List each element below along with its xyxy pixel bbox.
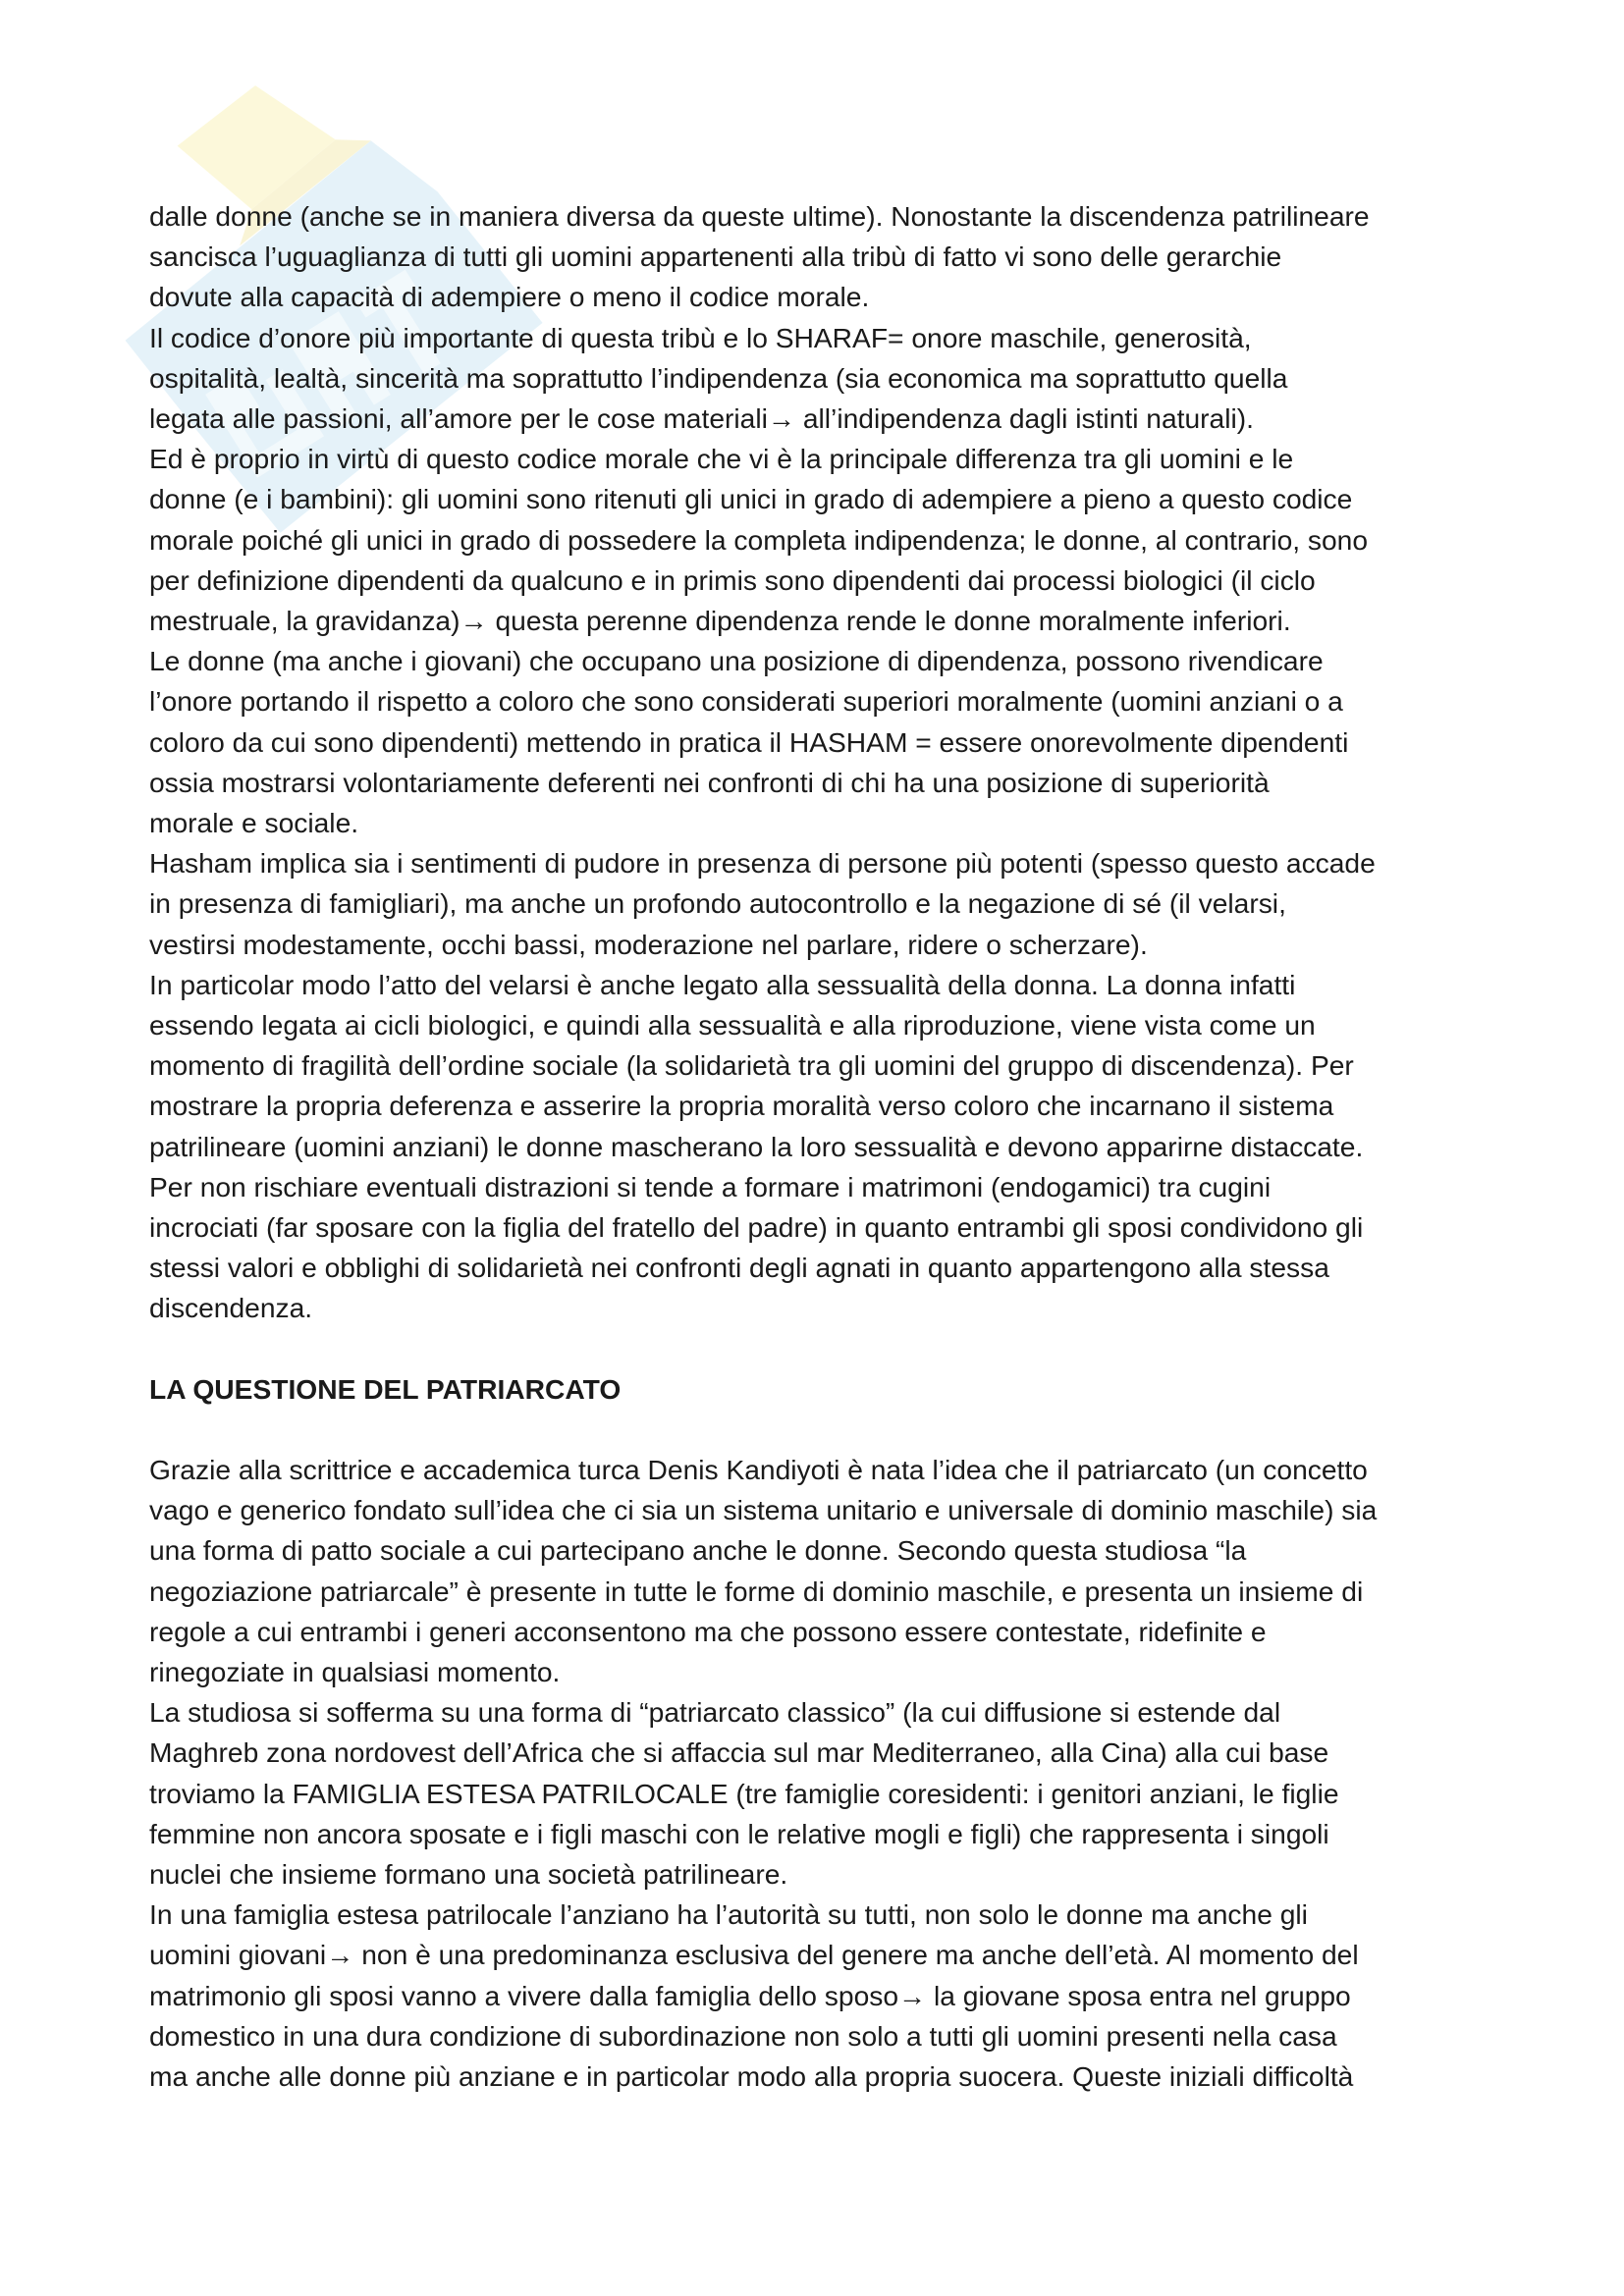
text-line: rinegoziate in qualsiasi momento.	[149, 1655, 561, 1687]
text-line: legata alle passioni, all’amore per le cose materiali→ all’indipendenza dagli istinti naturali).	[149, 402, 1254, 435]
text-line: regole a cui entrambi i generi acconsentono ma che possono essere contestate, ridefinite e	[149, 1615, 1267, 1647]
paragraph-block-1	[149, 196, 1494, 1329]
text-line: patrilineare (uomini anziani) le donne mascherano la loro sessualità e devono apparirne distaccate.	[149, 1130, 1364, 1162]
text-line: donne (e i bambini): gli uomini sono ritenuti gli unici in grado di adempiere a pieno a questo codice	[149, 483, 1353, 515]
text-line: domestico in una dura condizione di subordinazione non solo a tutti gli uomini presenti nella casa	[149, 2019, 1337, 2052]
text-line: troviamo la FAMIGLIA ESTESA PATRILOCALE (tre famiglie coresidenti: i genitori anziani, le figlie	[149, 1777, 1339, 1809]
text-line: per definizione dipendenti da qualcuno e in primis sono dipendenti dai processi biologici (il ciclo	[149, 563, 1316, 596]
text-line: Per non rischiare eventuali distrazioni si tende a formare i matrimoni (endogamici) tra cugini	[149, 1170, 1272, 1202]
text-line: ossia mostrarsi volontariamente deferenti nei confronti di chi ha una posizione di superiorità	[149, 766, 1270, 798]
text-line: nuclei che insieme formano una società patrilineare.	[149, 1857, 788, 1890]
paragraph-block-2	[149, 1450, 1494, 2097]
text-line: mostrare la propria deferenza e asserire la propria moralità verso coloro che incarnano il sistema	[149, 1090, 1334, 1122]
text-line: ospitalità, lealtà, sincerità ma soprattutto l’indipendenza (sia economica ma soprattutto quella	[149, 361, 1288, 394]
text-line: vago e generico fondato sull’idea che ci sia un sistema unitario e universale di dominio maschile) sia	[149, 1494, 1378, 1526]
text-line: negoziazione patriarcale” è presente in tutte le forme di dominio maschile, e presenta un insieme di	[149, 1575, 1364, 1607]
text-line: femmine non ancora sposate e i figli maschi con le relative mogli e figli) che rappresenta i singoli	[149, 1817, 1329, 1849]
spacer	[149, 1329, 1494, 1369]
text-line: discendenza.	[149, 1292, 313, 1324]
text-line: stessi valori e obblighi di solidarietà nei confronti degli agnati in quanto appartengono alla stessa	[149, 1252, 1329, 1284]
text-line: La studiosa si sofferma su una forma di “patriarcato classico” (la cui diffusione si estende dal	[149, 1696, 1281, 1729]
text-line: momento di fragilità dell’ordine sociale (la solidarietà tra gli uomini del gruppo di discendenza). Per	[149, 1049, 1354, 1082]
text-line: dovute alla capacità di adempiere o meno il codice morale.	[149, 281, 870, 313]
section-heading: LA QUESTIONE DEL PATRIARCATO	[149, 1372, 622, 1405]
text-line: morale poiché gli unici in grado di possedere la completa indipendenza; le donne, al contrario, sono	[149, 523, 1369, 556]
text-line: Hasham implica sia i sentimenti di pudore in presenza di persone più potenti (spesso questo accade	[149, 847, 1376, 880]
text-line: Maghreb zona nordovest dell’Africa che si affaccia sul mar Mediterraneo, alla Cina) alla cui base	[149, 1736, 1329, 1769]
spacer	[149, 1410, 1494, 1450]
text-line: mestruale, la gravidanza)→ questa perenne dipendenza rende le donne moralmente inferiori.	[149, 605, 1291, 637]
text-line: Ed è proprio in virtù di questo codice morale che vi è la principale differenza tra gli uomini e le	[149, 443, 1294, 475]
text-line: l’onore portando il rispetto a coloro che sono considerati superiori moralmente (uomini anziani o a	[149, 685, 1343, 718]
text-line: ma anche alle donne più anziane e in particolar modo alla propria suocera. Queste iniziali difficoltà	[149, 2059, 1354, 2092]
text-line: Le donne (ma anche i giovani) che occupano una posizione di dipendenza, possono rivendicare	[149, 645, 1324, 677]
text-line: incrociati (far sposare con la figlia del fratello del padre) in quanto entrambi gli sposi condividono gli	[149, 1211, 1364, 1244]
document-page	[149, 196, 1494, 2097]
text-line: una forma di patto sociale a cui partecipano anche le donne. Secondo questa studiosa “la	[149, 1534, 1247, 1567]
text-line: coloro da cui sono dipendenti) mettendo in pratica il HASHAM = essere onorevolmente dipendenti	[149, 725, 1349, 758]
text-line: Il codice d’onore più importante di questa tribù e lo SHARAF= onore maschile, generosità,	[149, 321, 1252, 353]
text-line: in presenza di famigliari), ma anche un profondo autocontrollo e la negazione di sé (il velarsi,	[149, 887, 1286, 920]
text-line: In particolar modo l’atto del velarsi è anche legato alla sessualità della donna. La donna infatti	[149, 968, 1296, 1000]
text-line: essendo legata ai cicli biologici, e quindi alla sessualità e alla riproduzione, viene vista come un	[149, 1009, 1316, 1041]
text-line: matrimonio gli sposi vanno a vivere dalla famiglia dello sposo→ la giovane sposa entra nel gruppo	[149, 1979, 1351, 2011]
text-line: In una famiglia estesa patrilocale l’anziano ha l’autorità su tutti, non solo le donne ma anche gli	[149, 1898, 1308, 1931]
text-line: vestirsi modestamente, occhi bassi, moderazione nel parlare, ridere o scherzare).	[149, 928, 1148, 960]
text-line: morale e sociale.	[149, 807, 359, 839]
text-line: dalle donne (anche se in maniera diversa da queste ultime). Nonostante la discendenza patrilineare	[149, 200, 1370, 232]
text-line: Grazie alla scrittrice e accademica turca Denis Kandiyoti è nata l’idea che il patriarcato (un concetto	[149, 1453, 1368, 1485]
text-line: uomini giovani→ non è una predominanza esclusiva del genere ma anche dell’età. Al momento del	[149, 1939, 1359, 1971]
text-line: sancisca l’uguaglianza di tutti gli uomini appartenenti alla tribù di fatto vi sono delle gerarchie	[149, 240, 1282, 273]
